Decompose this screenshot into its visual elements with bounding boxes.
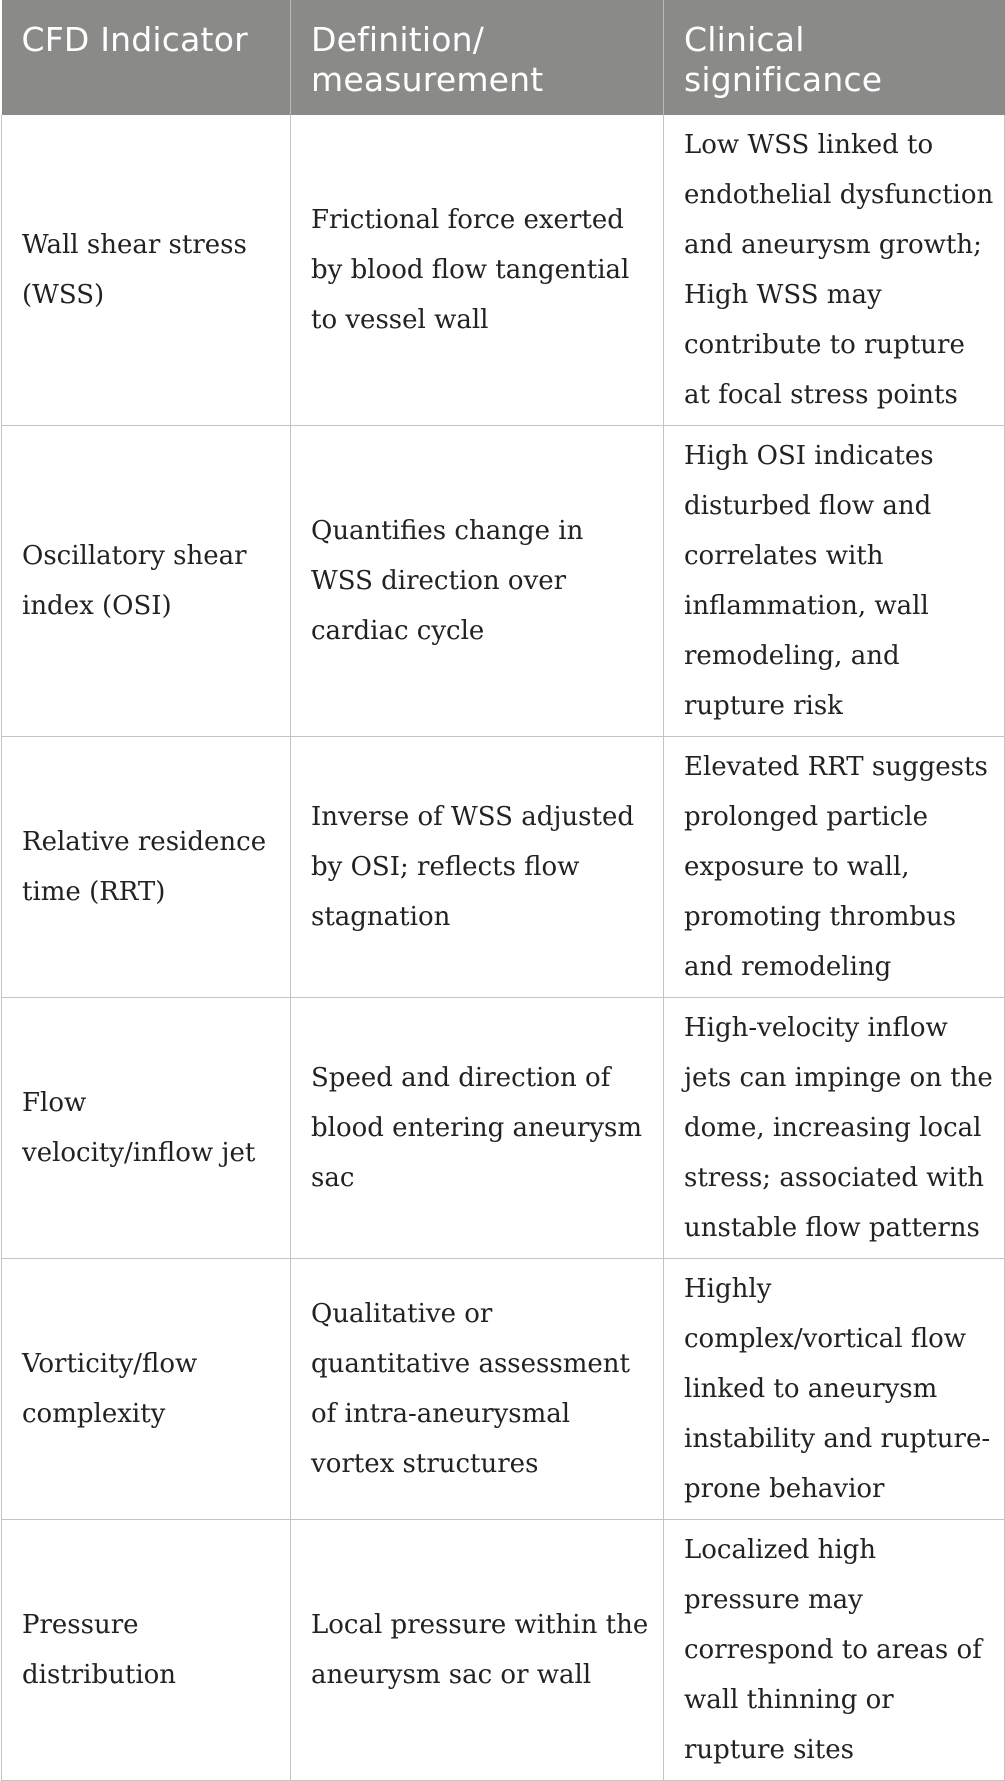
- header-row: [2, 0, 1005, 115]
- cell-definition: Local pressure within the aneurysm sac or wall: [291, 1520, 664, 1781]
- cell-significance: Elevated RRT suggests prolonged particle exposure to wall, promoting thrombus and remodeling: [664, 737, 1005, 998]
- table-row: [2, 1259, 1005, 1520]
- cell-significance: High OSI indicates disturbed flow and correlates with inflammation, wall remodeling, and rupture risk: [664, 426, 1005, 737]
- table-row: [2, 737, 1005, 998]
- cell-significance: Low WSS linked to endothelial dysfunction and aneurysm growth; High WSS may contribute to rupture at focal stress points: [664, 115, 1005, 426]
- cell-significance: Localized high pressure may correspond to areas of wall thinning or rupture sites: [664, 1520, 1005, 1781]
- table-header: [2, 0, 1005, 115]
- cell-significance: High-velocity inflow jets can impinge on the dome, increasing local stress; associated with unstable flow patterns: [664, 998, 1005, 1259]
- table-row: [2, 998, 1005, 1259]
- cell-definition: Speed and direction of blood entering aneurysm sac: [291, 998, 664, 1259]
- cell-definition: Quantifies change in WSS direction over cardiac cycle: [291, 426, 664, 737]
- header-clinical-significance: Clinical significance: [664, 0, 1005, 115]
- cell-definition: Inverse of WSS adjusted by OSI; reflects flow stagnation: [291, 737, 664, 998]
- cell-definition: Frictional force exerted by blood flow tangential to vessel wall: [291, 115, 664, 426]
- cell-indicator: Oscillatory shear index (OSI): [2, 426, 291, 737]
- table-row: [2, 426, 1005, 737]
- table-row: [2, 1520, 1005, 1781]
- cell-significance: Highly complex/vortical flow linked to aneurysm instability and rupture-prone behavior: [664, 1259, 1005, 1520]
- table-row: [2, 115, 1005, 426]
- cell-indicator: Vorticity/flow complexity: [2, 1259, 291, 1520]
- cell-indicator: Pressure distribution: [2, 1520, 291, 1781]
- cell-definition: Qualitative or quantitative assessment of intra-aneurysmal vortex structures: [291, 1259, 664, 1520]
- cell-indicator: Wall shear stress (WSS): [2, 115, 291, 426]
- header-definition-measurement: Definition/ measurement: [291, 0, 664, 115]
- cell-indicator: Flow velocity/inflow jet: [2, 998, 291, 1259]
- cfd-indicators-table: [1, 0, 1005, 1781]
- table-body: [2, 115, 1005, 1781]
- cell-indicator: Relative residence time (RRT): [2, 737, 291, 998]
- header-cfd-indicator: CFD Indicator: [2, 0, 291, 115]
